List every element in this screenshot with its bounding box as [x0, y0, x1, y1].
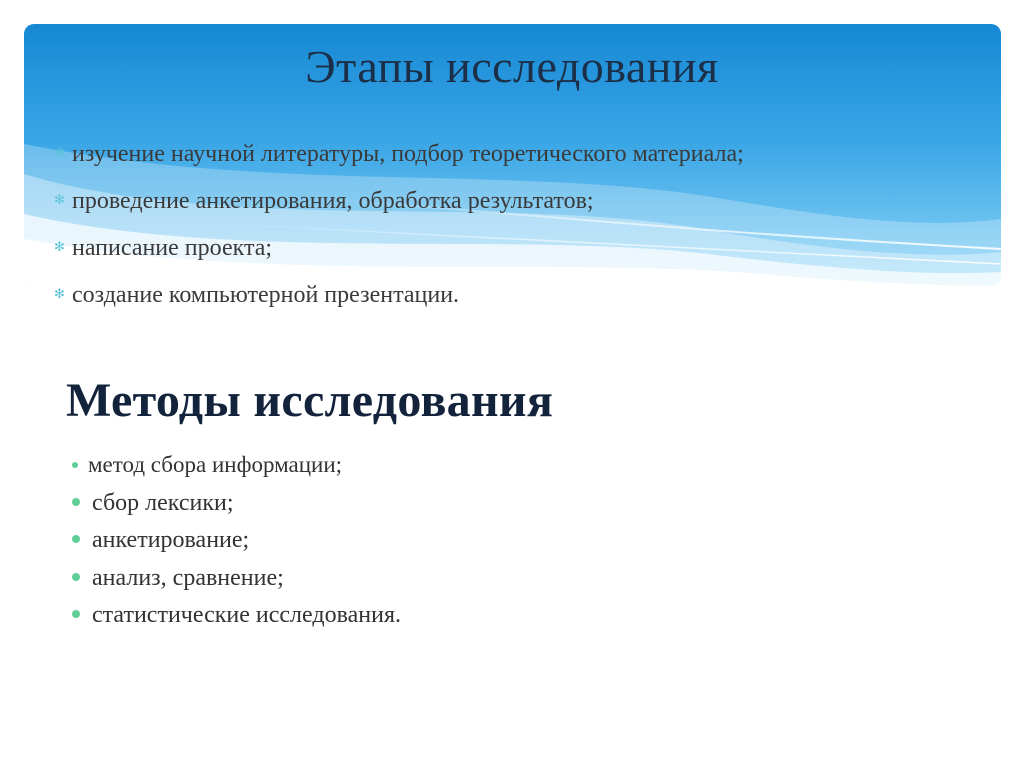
stage-text: написание проекта; — [72, 235, 273, 261]
asterisk-bullet-icon: ✻ — [54, 192, 65, 207]
list-item — [72, 453, 401, 477]
list-item — [52, 189, 744, 213]
dot-bullet-icon — [72, 462, 78, 468]
list-item — [72, 528, 401, 552]
dot-bullet-icon — [72, 573, 80, 581]
stages-title: Этапы исследования — [305, 41, 719, 92]
asterisk-bullet-icon: ✻ — [54, 286, 65, 301]
stage-text: создание компьютерной презентации. — [72, 282, 460, 308]
dot-bullet-icon — [72, 535, 80, 543]
list-item — [72, 566, 401, 590]
list-item — [72, 491, 401, 515]
method-text: метод сбора информации; — [88, 452, 343, 477]
method-text: анкетирование; — [92, 527, 250, 553]
methods-list — [72, 453, 401, 641]
stage-text: изучение научной литературы, подбор теоретического материала; — [72, 141, 744, 167]
stages-list — [52, 142, 744, 330]
list-item — [72, 603, 401, 627]
dot-bullet-icon — [72, 498, 80, 506]
list-item — [52, 236, 744, 260]
method-text: статистические исследования. — [92, 602, 401, 628]
list-item — [52, 283, 744, 307]
dot-bullet-icon — [72, 610, 80, 618]
stage-text: проведение анкетирования, обработка результатов; — [72, 188, 594, 214]
methods-title: Методы исследования — [66, 374, 554, 427]
list-item — [52, 142, 744, 166]
asterisk-bullet-icon: ✻ — [54, 145, 65, 160]
asterisk-bullet-icon: ✻ — [54, 239, 65, 254]
method-text: сбор лексики; — [92, 489, 234, 516]
method-text: анализ, сравнение; — [92, 564, 284, 591]
